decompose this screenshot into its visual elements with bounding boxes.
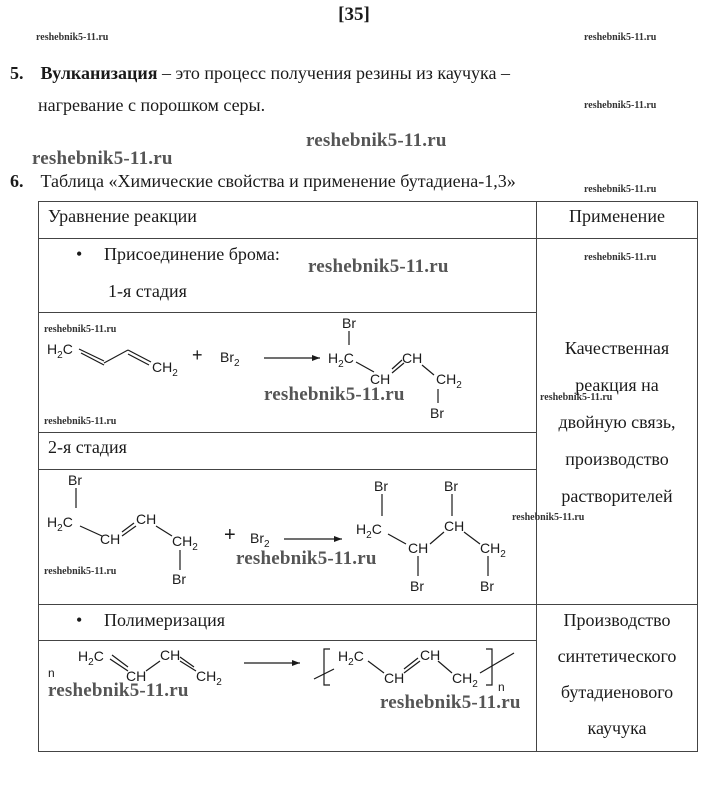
watermark: reshebnik5-11.ru [584, 32, 657, 43]
application-line: производство [565, 449, 669, 469]
formula-ch2: $CH_2$ [436, 371, 462, 391]
watermark: reshebnik5-11.ru [512, 512, 585, 523]
formula-ch: CH [136, 511, 157, 527]
stage2-label: 2-я стадия [48, 437, 127, 457]
application-line: бутадиенового [560, 682, 674, 702]
watermark-large: reshebnik5-11.ru [380, 692, 521, 713]
formula-h2c: $H_2C$ [47, 341, 73, 361]
formula-br2: $Br_2$ [220, 349, 240, 369]
table-title: Таблица «Химические свойства и применение бутадиена-1,3» [40, 171, 516, 191]
header-application: Применение [569, 206, 665, 226]
watermark-large: reshebnik5-11.ru [32, 148, 173, 169]
stage2-reaction [38, 470, 536, 604]
formula-br: Br [444, 478, 458, 494]
formula-br: Br [410, 578, 424, 594]
watermark-large: reshebnik5-11.ru [308, 256, 449, 277]
reaction-arrow [264, 355, 320, 361]
formula-ch2: $CH_2$ [452, 670, 478, 690]
formula-ch: CH [384, 670, 405, 686]
formula-br: Br [68, 472, 82, 488]
bullet: • [76, 610, 83, 630]
watermark: reshebnik5-11.ru [584, 252, 657, 263]
reaction-arrow [284, 536, 342, 542]
formula-br: Br [342, 315, 356, 331]
formula-br2: $Br_2$ [250, 530, 270, 550]
item-number: 5. [10, 63, 24, 83]
page-number: [35] [338, 4, 370, 25]
formula-ch2: $CH_2$ [172, 533, 198, 553]
formula-ch: CH [420, 647, 441, 663]
formula-br: Br [430, 405, 444, 421]
formula-h2c: $H_2C$ [78, 648, 104, 668]
formula-ch: CH [160, 647, 181, 663]
formula-ch2: $CH_2$ [196, 668, 222, 688]
watermark: reshebnik5-11.ru [36, 32, 109, 43]
application-line: Качественная [564, 338, 670, 358]
coefficient-n: n [48, 666, 55, 680]
application-bromination [537, 330, 697, 515]
bullet: • [76, 244, 83, 264]
watermark: reshebnik5-11.ru [44, 324, 117, 335]
definition-line1: – это процесс получения резины из каучука – [157, 63, 510, 83]
formula-h2c: $H_2C$ [356, 521, 382, 541]
bromination-label: Присоединение брома: [104, 244, 280, 264]
formula-ch: CH [402, 350, 423, 366]
watermark-large: reshebnik5-11.ru [306, 130, 447, 151]
tetrabromobutane-molecule [356, 478, 506, 594]
formula-ch: CH [370, 371, 391, 387]
formula-ch: CH [444, 518, 465, 534]
formula-h2c: $H_2C$ [338, 648, 364, 668]
polymerization-label: Полимеризация [104, 610, 226, 630]
application-line: растворителей [561, 486, 673, 506]
item-number: 6. [10, 171, 24, 191]
formula-br: Br [480, 578, 494, 594]
watermark: reshebnik5-11.ru [540, 392, 613, 403]
formula-ch: CH [408, 540, 429, 556]
term-vulcanization: Вулканизация [40, 63, 158, 83]
plus-sign: + [192, 345, 203, 365]
watermark: reshebnik5-11.ru [584, 100, 657, 111]
application-polymerization [537, 602, 697, 746]
watermark: reshebnik5-11.ru [584, 184, 657, 195]
application-line: синтетического [557, 646, 677, 666]
reaction-arrow [244, 660, 300, 666]
watermark-large: reshebnik5-11.ru [236, 548, 377, 569]
formula-ch2: $CH_2$ [480, 540, 506, 560]
stage1-label: 1-я стадия [108, 281, 187, 301]
formula-br: Br [374, 478, 388, 494]
definition-line2: нагревание с порошком серы. [38, 95, 266, 115]
formula-ch: CH [100, 531, 121, 547]
formula-h2c: $H_2C$ [47, 514, 73, 534]
application-line: реакция на [575, 375, 659, 395]
formula-ch2: $CH_2$ [152, 359, 178, 379]
formula-br: Br [172, 571, 186, 587]
application-line: Производство [563, 610, 671, 630]
plus-sign: + [224, 524, 236, 546]
polybutadiene [314, 647, 514, 694]
header-equation: Уравнение реакции [48, 206, 197, 226]
watermark: reshebnik5-11.ru [44, 416, 117, 427]
stage1-reaction [38, 313, 536, 432]
formula-h2c: $H_2C$ [328, 350, 354, 370]
butadiene-molecule [47, 341, 178, 379]
application-line: двойную связь, [558, 412, 676, 432]
watermark-large: reshebnik5-11.ru [48, 680, 189, 701]
watermark-large: reshebnik5-11.ru [264, 384, 405, 405]
application-line: каучука [587, 718, 647, 738]
watermark: reshebnik5-11.ru [44, 566, 117, 577]
formula-ch: CH [126, 668, 147, 684]
subscript-n: n [498, 680, 505, 694]
